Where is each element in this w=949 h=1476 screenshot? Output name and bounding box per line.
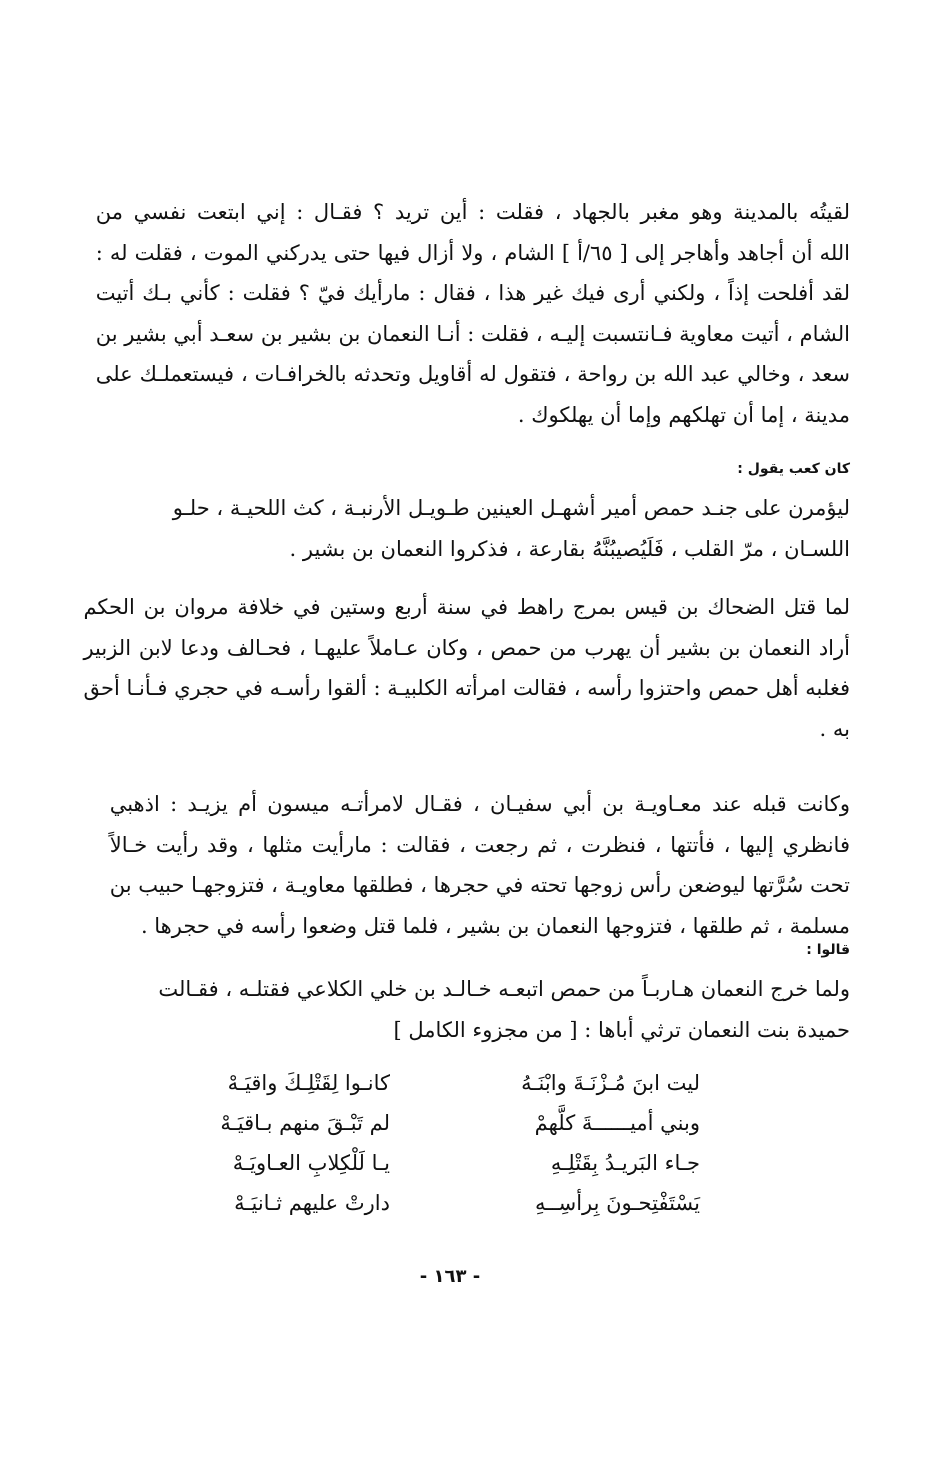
poem-verse xyxy=(140,1103,700,1143)
poem-verse xyxy=(140,1183,700,1223)
text-line: ليؤمرن على جنـد حمص أمير أشهـل العينين طـويـل الأرنبـة ، كث اللحيـة ، حلـو xyxy=(172,496,850,520)
poem-verse xyxy=(140,1143,700,1183)
page-number: - ١٦٣ - xyxy=(419,1266,481,1287)
text-line: وكانت قبله عند معـاويـة بن أبي سفيـان ، فقـال لامرأتـه ميسون أم يزيـد : اذهبي xyxy=(109,792,850,816)
text-line: فانظري إليها ، فأتتها ، فنظرت ، ثم رجعت ، فقالت : مارأيت مثلها ، وقد رأيت خـالاً xyxy=(109,832,850,857)
paragraph-1 xyxy=(96,192,850,435)
verse-first-half: وبني أميــــــةَ كلَّهمْ xyxy=(534,1111,700,1135)
text-line: حميدة بنت النعمان ترثي أباها : [ من مجزوء الكامل ] xyxy=(393,1017,850,1042)
text-line: أراد النعمان بن بشير أن يهرب من حمص ، وكان عـاملاً عليهـا ، فحـالف ودعا لابن الزبير xyxy=(83,635,850,660)
poem xyxy=(140,1063,700,1223)
verse-first-half: ليت ابنَ مُـزْنَـةَ وابْنَـهُ xyxy=(521,1071,700,1095)
verse-second-half: كانـوا لِقَتْلِـكَ واقيَـهْ xyxy=(227,1071,390,1095)
text-line: تحت سُرَّتها ليوضعن رأس زوجها تحته في حجرها ، فطلقها معاويـة ، فتزوجهـا حبيب بن xyxy=(109,873,850,897)
text-line: فغلبه أهل حمص واحتزوا رأسه ، فقالت امرأته الكلبيـة : ألقوا رأسـه في حجري فـأنـا أحق xyxy=(83,676,850,700)
verse-first-half: جـاء البَريـدُ بِقَتْلِـهِ xyxy=(550,1151,700,1175)
paragraph-5 xyxy=(158,969,850,1050)
text-line: لما قتل الضحاك بن قيس بمرج راهط في سنة أربع وستين في خلافة مروان بن الحكم xyxy=(83,595,850,619)
text-line: لقيتُه بالمدينة وهو مغبر بالجهاد ، فقلت : أين تريد ؟ فقـال : إني ابتعت نفسي من xyxy=(95,200,850,224)
text-line: الشام ، أتيت معاوية فـانتسبت إليـه ، فقلت : أنـا النعمان بن بشير بن سعـد أبي بشير بن xyxy=(95,321,850,346)
section-heading: كان كعب يقول : xyxy=(737,461,850,477)
verse-second-half: يـا لَلْكِلابِ العـاويَـهْ xyxy=(232,1151,390,1175)
section-heading: قالوا : xyxy=(806,942,850,958)
verse-first-half: يَسْتَفْتِحـونَ بِرأسِــهِ xyxy=(535,1191,700,1215)
text-line: به . xyxy=(819,716,850,741)
text-line: لقد أفلحت إذاً ، ولكني أرى فيك غير هذا ، فقال : مارأيك فيّ ؟ فقلت : كأني بـك أتيت xyxy=(95,281,850,305)
text-line: الله أن أجاهد وأهاجر إلى [ ٦٥/أ ] الشام ، ولا أزال فيها حتى يدركني الموت ، فقلت له : xyxy=(95,240,851,265)
text-line: ولما خرج النعمان هـاربـاً من حمص اتبعـه خـالـد بن خلي الكلاعي فقتلـه ، فقـالت xyxy=(158,977,850,1001)
verse-second-half: دارتْ عليهم ثـانيَـهْ xyxy=(234,1191,390,1215)
text-line: سعد ، وخالي عبد الله بن رواحة ، فتقول له أقاويل وتحدثه بالخرافـات ، فيستعملـك على xyxy=(95,362,850,386)
verse-second-half: لم تَبْـقَ منهم بـاقيَـهْ xyxy=(220,1111,390,1135)
paragraph-4 xyxy=(110,784,850,946)
poem-verse xyxy=(140,1063,700,1103)
paragraph-2 xyxy=(173,488,850,569)
text-line: مدينة ، إما أن تهلكهم وإما أن يهلكوك . xyxy=(517,402,850,427)
paragraph-3 xyxy=(83,587,850,749)
text-line: اللسـان ، مرّ القلب ، فَلَيُصيبُنَّهُ بقارعة ، فذكروا النعمان بن بشير . xyxy=(289,536,850,561)
text-line: مسلمة ، ثم طلقها ، فتزوجها النعمان بن بشير ، فلما قتل وضعوا رأسه في حجرها . xyxy=(140,913,850,938)
